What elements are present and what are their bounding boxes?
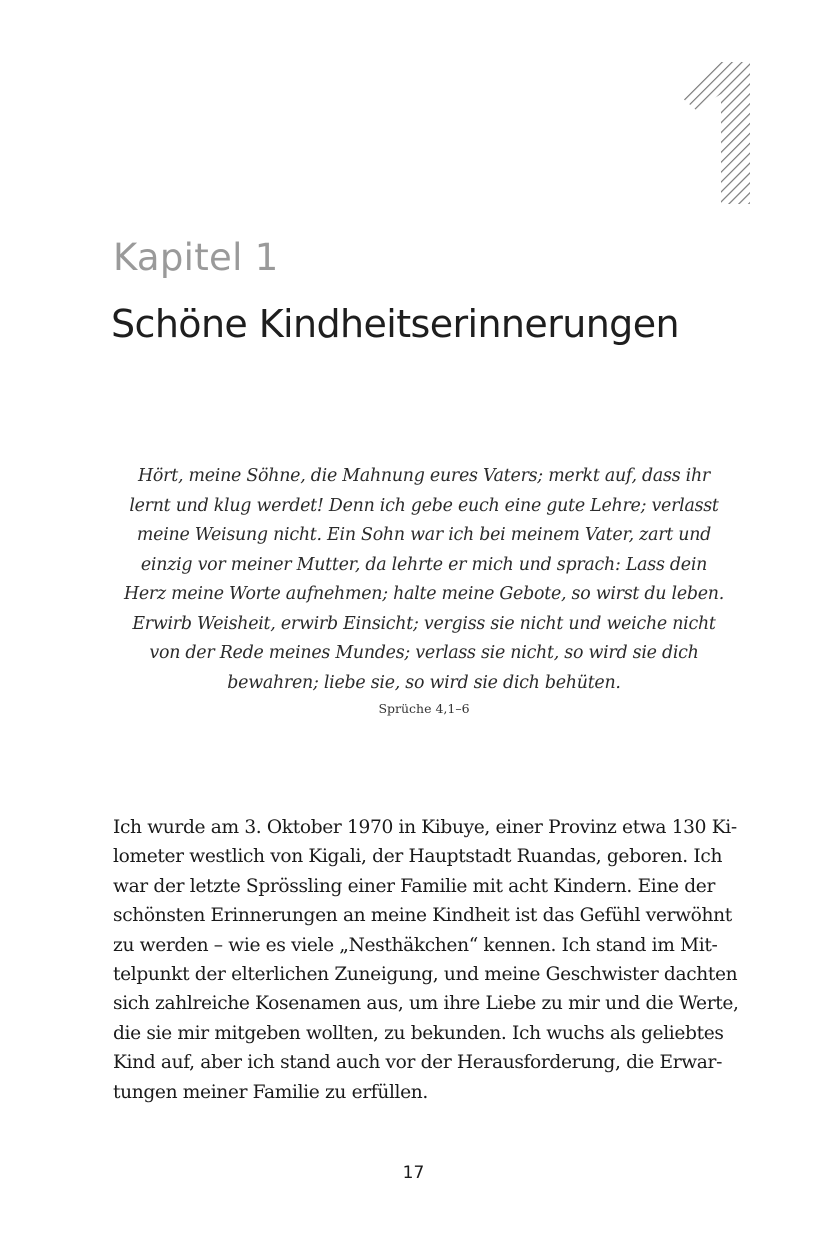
epigraph-line: einzig vor meiner Mutter, da lehrte er mich und sprach: Lass dein xyxy=(140,554,708,575)
epigraph-source: Sprüche 4,1–6 xyxy=(378,701,470,716)
epigraph-line: meine Weisung nicht. Ein Sohn war ich bei meinem Vater, zart und xyxy=(136,525,712,545)
body-line: sich zahlreiche Kosenamen aus, um ihre Liebe zu mir und die Werte, xyxy=(113,993,739,1015)
epigraph-line: bewahren; liebe sie, so wird sie dich behüten. xyxy=(227,672,621,693)
epigraph-line: von der Rede meines Mundes; verlass sie nicht, so wird sie dich xyxy=(149,643,699,663)
epigraph-line: Herz meine Worte aufnehmen; halte meine Gebote, so wirst du leben. xyxy=(123,584,725,604)
body-line: tungen meiner Familie zu erfüllen. xyxy=(113,1081,428,1103)
chapter-label: Kapitel 1 xyxy=(113,236,279,279)
page-number: 17 xyxy=(402,1163,425,1183)
body-line: lometer westlich von Kigali, der Hauptstadt Ruandas, geboren. Ich xyxy=(113,846,723,868)
body-line: Ich wurde am 3. Oktober 1970 in Kibuye, einer Provinz etwa 130 Ki- xyxy=(113,817,737,838)
body-line: war der letzte Sprössling einer Familie mit acht Kindern. Eine der xyxy=(113,875,715,897)
body-paragraph xyxy=(113,813,739,1107)
body-line: schönsten Erinnerungen an meine Kindheit ist das Gefühl verwöhnt xyxy=(113,905,732,927)
body-line: zu werden – wie es viele „Nesthäkchen“ kennen. Ich stand im Mit- xyxy=(113,934,718,956)
epigraph xyxy=(100,462,748,718)
epigraph-line: Hört, meine Söhne, die Mahnung eures Vaters; merkt auf, dass ihr xyxy=(138,466,710,486)
chapter-numeral-1 xyxy=(676,58,756,208)
body-line: Kind auf, aber ich stand auch vor der Herausforderung, die Erwar- xyxy=(113,1052,723,1074)
body-line: telpunkt der elterlichen Zuneigung, und meine Geschwister dachten xyxy=(113,964,738,986)
chapter-title: Schöne Kindheitserinnerungen xyxy=(111,302,679,346)
body-line: die sie mir mitgeben wollten, zu bekunden. Ich wuchs als geliebtes xyxy=(113,1022,724,1044)
epigraph-line: lernt und klug werdet! Denn ich gebe euch eine gute Lehre; verlasst xyxy=(129,495,719,516)
epigraph-line: Erwirb Weisheit, erwirb Einsicht; vergiss sie nicht und weiche nicht xyxy=(132,613,716,634)
